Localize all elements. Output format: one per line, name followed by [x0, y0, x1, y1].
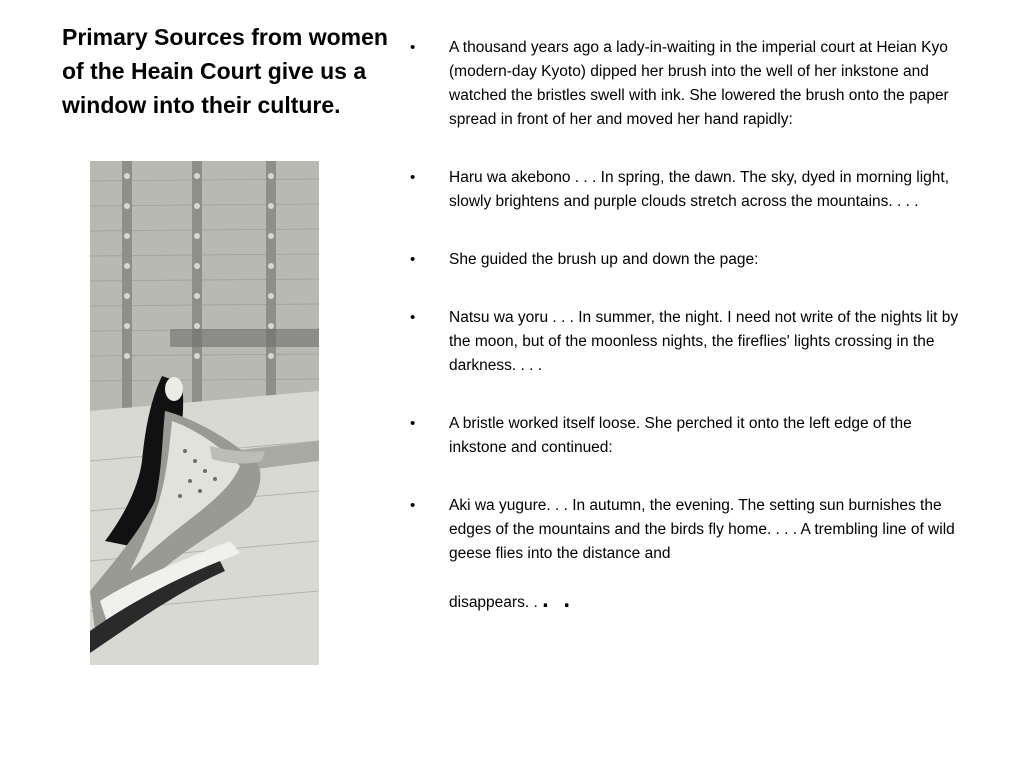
bullet-tail-dots: . . [542, 586, 575, 613]
bullet-item [410, 306, 970, 378]
bullet-item [410, 412, 970, 460]
lady-face [165, 377, 183, 401]
painting-illustration [90, 161, 319, 665]
bullet-text: Natsu wa yoru . . . In summer, the night. I need not write of the nights lit by the moon, but of the moonless nights, the fireflies' lights crossing in the darkness. . . . [449, 309, 959, 374]
bullet-list [410, 36, 970, 649]
bullet-item [410, 494, 970, 615]
bullet-text: A thousand years ago a lady-in-waiting in the imperial court at Heian Kyo (modern-day Kyoto) dipped her brush into the well of her inkstone and watched the bristles swell with ink. She lowered the brush onto the paper spread in front of her and moved her hand rapidly: [449, 39, 949, 128]
bullet-item [410, 248, 970, 272]
bullet-tail [449, 588, 970, 615]
heian-court-lady-painting [90, 161, 319, 665]
bullet-text: She guided the brush up and down the page: [449, 251, 759, 268]
bullet-item [410, 166, 970, 214]
bullet-text: Aki wa yugure. . . In autumn, the evening. The setting sun burnishes the edges of the mountains and the birds fly home. . . . A trembling line of wild geese flies into the distance and [449, 497, 955, 562]
bullet-text: Haru wa akebono . . . In spring, the dawn. The sky, dyed in morning light, slowly brightens and purple clouds stretch across the mountains. . . . [449, 169, 950, 210]
bullet-tail-text: disappears. . [449, 594, 538, 611]
blind-shadow-band [170, 329, 319, 347]
slide-title: Primary Sources from women of the Heain Court give us a window into their culture. [62, 24, 388, 118]
bullet-item [410, 36, 970, 132]
bullet-text: A bristle worked itself loose. She perched it onto the left edge of the inkstone and continued: [449, 415, 912, 456]
